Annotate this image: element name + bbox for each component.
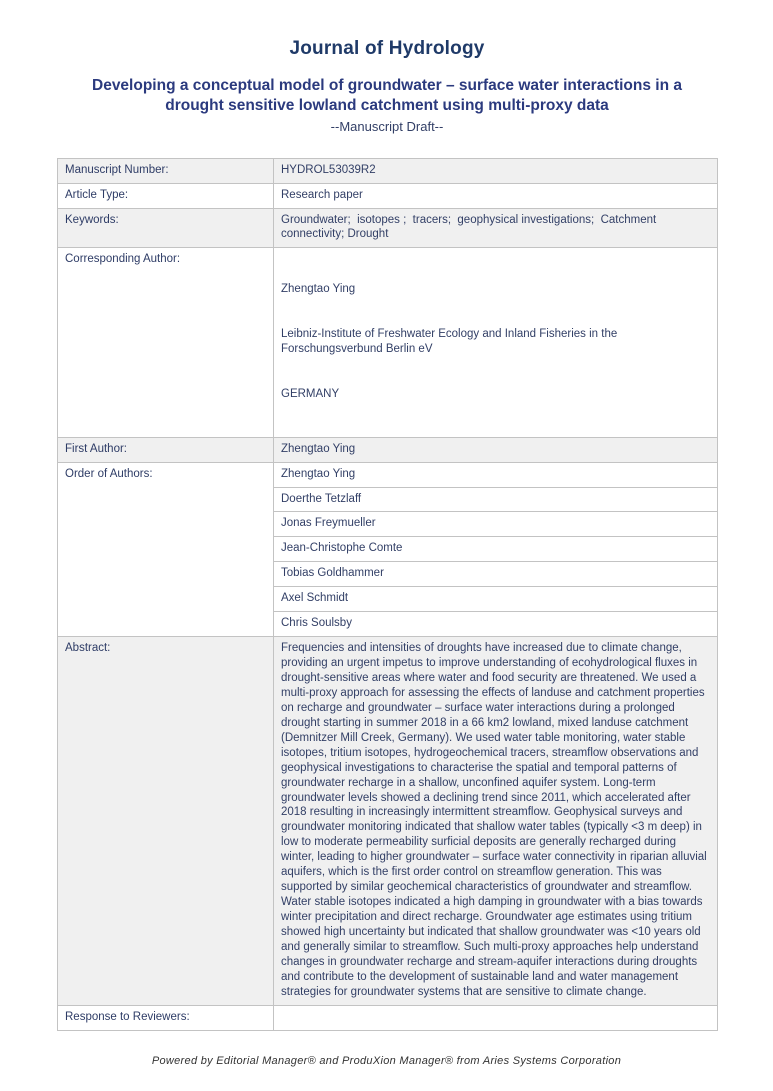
- row-article-type: [58, 183, 718, 208]
- journal-title: Journal of Hydrology: [289, 38, 485, 59]
- row-response-to-reviewers: [58, 1005, 718, 1030]
- author-list-item: Doerthe Tetzlaff: [274, 487, 718, 512]
- row-keywords: [58, 208, 718, 248]
- author-list-item: Chris Soulsby: [274, 612, 718, 637]
- author-list-item: Axel Schmidt: [274, 587, 718, 612]
- field-value: HYDROL53039R2: [274, 158, 718, 183]
- manuscript-title: Developing a conceptual model of groundwater – surface water interactions in a drought sensitive lowland catchment using multi-proxy data: [92, 77, 682, 114]
- field-value: Research paper: [274, 183, 718, 208]
- row-first-author: [58, 437, 718, 462]
- author-list-item: Tobias Goldhammer: [274, 562, 718, 587]
- field-label: Manuscript Number:: [58, 158, 274, 183]
- field-label: Corresponding Author:: [58, 248, 274, 437]
- field-label: Abstract:: [58, 637, 274, 1006]
- abstract-text: Frequencies and intensities of droughts have increased due to climate change, providing an urgent impetus to improve understanding of ecohydrological fluxes in drought-sensitive areas where water and food security are threatened. We used a multi-proxy approach for assessing the effects of landuse and catchment properties on recharge and groundwater – surface water interactions during a prolonged drought starting in summer 2018 in a 66 km2 lowland, mixed landuse catchment (Demnitzer Mill Creek, Germany). We used water table monitoring, water stable isotopes, tritium isotopes, hydrogeochemical tracers, streamflow observations and geophysical investigations to characterise the spatial and temporal patterns of groundwater recharge in a shallow, unconfined aquifer system. Long-term groundwater levels showed a declining trend since 2011, which accelerated after 2018 resulting in increasingly intermittent streamflow. Geophysical surveys and groundwater monitoring indicated that shallow water tables (typically <3 m deep) in low to moderate permeability surficial deposits are generally recharged during winter, leading to higher groundwater – surface water connectivity in riparian alluvial aquifers, which is the first order control on streamflow generation. This was supported by similar geochemical characteristics of groundwater and streamflow. Water stable isotopes indicated a high damping in groundwater with a bias towards winter precipitation and direct recharge. Groundwater age estimates using tritium showed high uncertainty but indicated that shallow groundwater was <10 years old and generally similar to streamflow. Such multi-proxy approaches help understand changes in groundwater recharge and stream-aquifer interactions during droughts and contribute to the development of sustainable land and water management strategies for groundwater systems that are sensitive to climate change.: [274, 637, 718, 1006]
- manuscript-details-table: [57, 158, 718, 1031]
- field-label: Keywords:: [58, 208, 274, 248]
- row-manuscript-number: [58, 158, 718, 183]
- field-value: Zhengtao Ying: [274, 437, 718, 462]
- field-value: Groundwater; isotopes ; tracers; geophysical investigations; Catchment connectivity; Drought: [274, 208, 718, 248]
- powered-by-footer: Powered by Editorial Manager® and ProduXion Manager® from Aries Systems Corporation: [151, 1054, 622, 1067]
- row-corresponding-author: [58, 248, 718, 437]
- row-order-of-authors: [58, 462, 718, 487]
- corresponding-author-country: GERMANY: [281, 387, 340, 400]
- author-list-item: Jean-Christophe Comte: [274, 537, 718, 562]
- field-value: [274, 1005, 718, 1030]
- field-label: First Author:: [58, 437, 274, 462]
- author-list-item: Zhengtao Ying: [274, 462, 718, 487]
- field-value: [274, 248, 718, 437]
- page-header: [57, 38, 717, 134]
- corresponding-author-affiliation: Leibniz-Institute of Freshwater Ecology and Inland Fisheries in the Forschungsverbund Berlin eV: [281, 328, 621, 356]
- field-label: Article Type:: [58, 183, 274, 208]
- field-label: Response to Reviewers:: [58, 1005, 274, 1030]
- row-abstract: [58, 637, 718, 1006]
- field-label: Order of Authors:: [58, 462, 274, 637]
- author-list-item: Jonas Freymueller: [274, 512, 718, 537]
- corresponding-author-name: Zhengtao Ying: [281, 283, 356, 296]
- draft-label: --Manuscript Draft--: [330, 118, 444, 134]
